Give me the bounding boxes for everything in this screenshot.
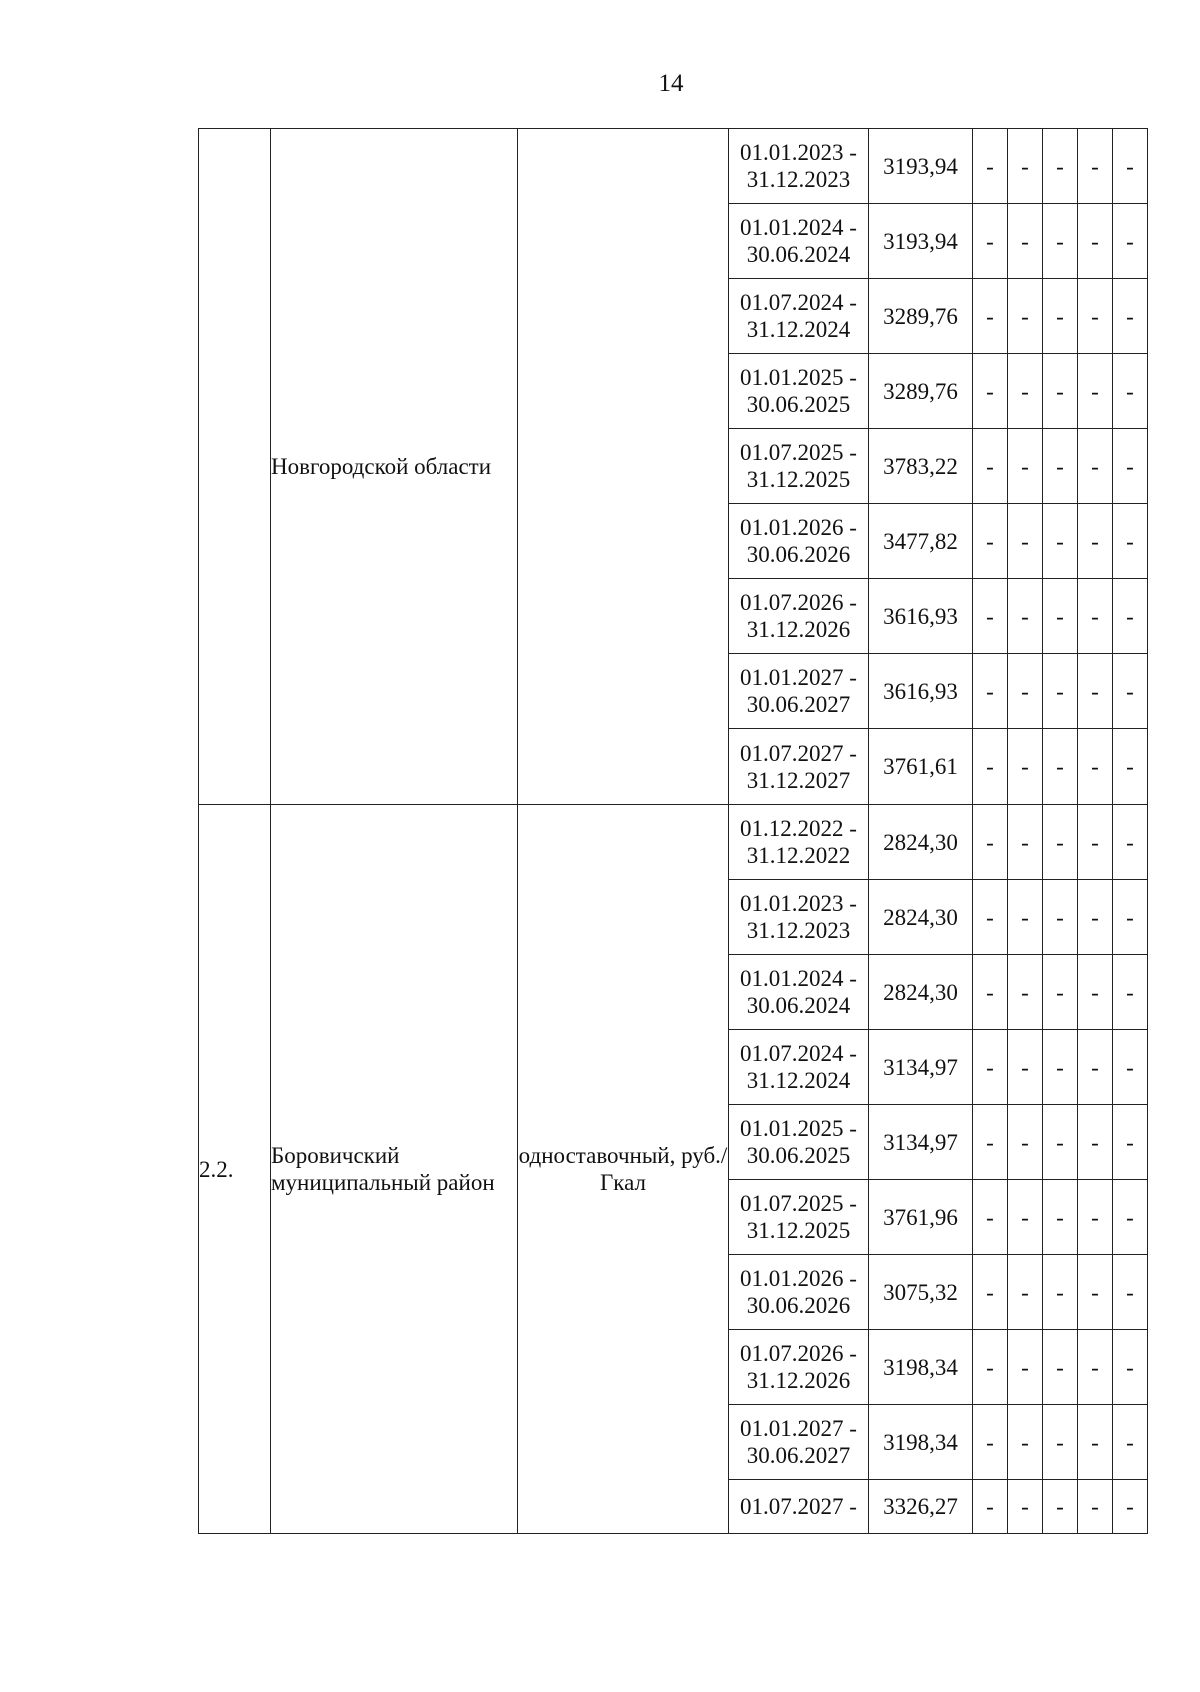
- empty-value-cell: -: [1043, 654, 1078, 729]
- empty-value-cell: -: [1043, 805, 1078, 880]
- period-cell: [729, 805, 869, 880]
- period-start: 01.07.2025 -: [740, 1191, 857, 1216]
- empty-value-cell: -: [1078, 1405, 1113, 1480]
- period-end: 31.12.2026: [746, 1368, 851, 1393]
- empty-value-cell: -: [1043, 1330, 1078, 1405]
- empty-value-cell: -: [1043, 729, 1078, 805]
- empty-value-cell: -: [1078, 955, 1113, 1030]
- period-start: 01.07.2024 -: [740, 290, 857, 315]
- period-cell: [729, 729, 869, 805]
- tariff-value: 3326,27: [869, 1480, 973, 1534]
- period-cell: [729, 654, 869, 729]
- tariff-value: 3198,34: [869, 1330, 973, 1405]
- empty-value-cell: -: [973, 1105, 1008, 1180]
- empty-value-cell: -: [1008, 1105, 1043, 1180]
- section-name: Новгородской области: [271, 129, 518, 805]
- empty-value-cell: -: [1008, 654, 1043, 729]
- period-start: 01.07.2026 -: [740, 590, 857, 615]
- empty-value-cell: -: [1008, 354, 1043, 429]
- empty-value-cell: -: [1043, 1480, 1078, 1534]
- empty-value-cell: -: [1008, 204, 1043, 279]
- empty-value-cell: -: [973, 504, 1008, 579]
- empty-value-cell: -: [973, 1330, 1008, 1405]
- empty-value-cell: -: [1008, 729, 1043, 805]
- tariff-value: 3134,97: [869, 1030, 973, 1105]
- period-cell: [729, 1405, 869, 1480]
- period-cell: [729, 579, 869, 654]
- tariff-value: 3198,34: [869, 1405, 973, 1480]
- period-start: 01.07.2027 -: [740, 740, 857, 766]
- tariff-value: 3783,22: [869, 429, 973, 504]
- period-start: 01.01.2024 -: [740, 215, 857, 240]
- empty-value-cell: -: [1113, 805, 1148, 880]
- empty-value-cell: -: [1078, 729, 1113, 805]
- empty-value-cell: -: [1113, 129, 1148, 204]
- empty-value-cell: -: [1008, 1330, 1043, 1405]
- empty-value-cell: -: [1078, 354, 1113, 429]
- period-end: 30.06.2026: [746, 1293, 851, 1318]
- period-end: 31.12.2027: [746, 767, 851, 793]
- tariff-value: 3477,82: [869, 504, 973, 579]
- section-number: 2.2.: [199, 805, 271, 1534]
- empty-value-cell: -: [1008, 1480, 1043, 1534]
- tariff-value: 3289,76: [869, 279, 973, 354]
- tariff-value: 3193,94: [869, 129, 973, 204]
- empty-value-cell: -: [1078, 805, 1113, 880]
- tariff-value: 3616,93: [869, 579, 973, 654]
- empty-value-cell: -: [1113, 654, 1148, 729]
- period-start: 01.01.2024 -: [740, 966, 857, 991]
- empty-value-cell: -: [1008, 805, 1043, 880]
- period-end: 31.12.2025: [746, 467, 851, 492]
- empty-value-cell: -: [1008, 579, 1043, 654]
- tariff-value: 3761,96: [869, 1180, 973, 1255]
- period-start: 01.01.2027 -: [740, 665, 857, 690]
- empty-value-cell: -: [973, 805, 1008, 880]
- period-start: 01.07.2025 -: [740, 440, 857, 465]
- tariff-value: 2824,30: [869, 880, 973, 955]
- empty-value-cell: -: [1008, 1180, 1043, 1255]
- empty-value-cell: -: [1043, 880, 1078, 955]
- empty-value-cell: -: [1113, 579, 1148, 654]
- period-end: 30.06.2027: [746, 692, 851, 717]
- period-cell: [729, 1030, 869, 1105]
- section-name: Боровичский муниципальный район: [271, 805, 518, 1534]
- period-end: 31.12.2024: [746, 1068, 851, 1093]
- empty-value-cell: -: [1078, 204, 1113, 279]
- period-end: 30.06.2024: [746, 993, 851, 1018]
- empty-value-cell: -: [1078, 654, 1113, 729]
- empty-value-cell: -: [973, 1480, 1008, 1534]
- period-start: 01.12.2022 -: [740, 816, 857, 841]
- period-end: 31.12.2026: [746, 617, 851, 642]
- empty-value-cell: -: [1043, 1105, 1078, 1180]
- period-cell: [729, 429, 869, 504]
- empty-value-cell: -: [1043, 1180, 1078, 1255]
- empty-value-cell: -: [1043, 504, 1078, 579]
- empty-value-cell: -: [1078, 504, 1113, 579]
- empty-value-cell: -: [1078, 1330, 1113, 1405]
- empty-value-cell: -: [973, 279, 1008, 354]
- empty-value-cell: -: [1043, 354, 1078, 429]
- empty-value-cell: -: [1043, 429, 1078, 504]
- tariff-value: 3193,94: [869, 204, 973, 279]
- tariff-value: 2824,30: [869, 805, 973, 880]
- empty-value-cell: -: [1078, 1480, 1113, 1534]
- empty-value-cell: -: [1078, 1255, 1113, 1330]
- empty-value-cell: -: [1113, 1330, 1148, 1405]
- empty-value-cell: -: [1113, 279, 1148, 354]
- period-cell: [729, 1180, 869, 1255]
- empty-value-cell: -: [1008, 504, 1043, 579]
- period-start: 01.07.2026 -: [740, 1341, 857, 1366]
- empty-value-cell: -: [1008, 1255, 1043, 1330]
- tariff-value: 2824,30: [869, 955, 973, 1030]
- empty-value-cell: -: [1078, 1105, 1113, 1180]
- empty-value-cell: -: [1113, 1255, 1148, 1330]
- empty-value-cell: -: [1078, 279, 1113, 354]
- period-start: 01.01.2025 -: [740, 1116, 857, 1141]
- period-cell: [729, 354, 869, 429]
- period-start: 01.01.2026 -: [740, 1266, 857, 1291]
- tariff-unit: одноставочный, руб./Гкал: [518, 805, 729, 1534]
- empty-value-cell: -: [973, 880, 1008, 955]
- period-cell: [729, 504, 869, 579]
- tariff-value: 3289,76: [869, 354, 973, 429]
- tariff-value: 3761,61: [869, 729, 973, 805]
- period-end: 31.12.2022: [746, 843, 851, 868]
- empty-value-cell: -: [1113, 1180, 1148, 1255]
- page-number: 14: [658, 70, 684, 97]
- empty-value-cell: -: [1113, 1030, 1148, 1105]
- period-end: 30.06.2024: [746, 242, 851, 267]
- empty-value-cell: -: [1008, 955, 1043, 1030]
- empty-value-cell: -: [1043, 1030, 1078, 1105]
- empty-value-cell: -: [1113, 354, 1148, 429]
- empty-value-cell: -: [1078, 1180, 1113, 1255]
- period-start: 01.01.2026 -: [740, 515, 857, 540]
- section-number: [199, 129, 271, 805]
- empty-value-cell: -: [1113, 729, 1148, 805]
- period-cell: [729, 279, 869, 354]
- empty-value-cell: -: [1113, 1480, 1148, 1534]
- period-cell: [729, 955, 869, 1030]
- empty-value-cell: -: [973, 1180, 1008, 1255]
- empty-value-cell: -: [973, 654, 1008, 729]
- empty-value-cell: -: [973, 729, 1008, 805]
- period-start: 01.07.2024 -: [740, 1041, 857, 1066]
- table-row: [199, 805, 1148, 880]
- period-start: 01.07.2027 -: [740, 1494, 857, 1519]
- empty-value-cell: -: [973, 129, 1008, 204]
- empty-value-cell: -: [973, 1030, 1008, 1105]
- empty-value-cell: -: [1043, 129, 1078, 204]
- empty-value-cell: -: [1008, 1405, 1043, 1480]
- empty-value-cell: -: [973, 579, 1008, 654]
- period-cell: [729, 1105, 869, 1180]
- empty-value-cell: -: [1008, 279, 1043, 354]
- period-cell: [729, 880, 869, 955]
- period-end: 31.12.2024: [746, 317, 851, 342]
- empty-value-cell: -: [1043, 955, 1078, 1030]
- period-end: 30.06.2025: [746, 1143, 851, 1168]
- empty-value-cell: -: [973, 1255, 1008, 1330]
- period-cell: [729, 129, 869, 204]
- empty-value-cell: -: [1078, 429, 1113, 504]
- period-end: 31.12.2023: [746, 167, 851, 192]
- tariff-value: 3075,32: [869, 1255, 973, 1330]
- period-cell: [729, 1480, 869, 1534]
- period-start: 01.01.2023 -: [740, 140, 857, 165]
- empty-value-cell: -: [973, 955, 1008, 1030]
- period-end: 31.12.2025: [746, 1218, 851, 1243]
- table-row: [199, 129, 1148, 204]
- period-cell: [729, 1330, 869, 1405]
- empty-value-cell: -: [1043, 579, 1078, 654]
- period-end: 30.06.2026: [746, 542, 851, 567]
- tariff-unit: [518, 129, 729, 805]
- period-start: 01.01.2023 -: [740, 891, 857, 916]
- period-end: 31.12.2023: [746, 918, 851, 943]
- empty-value-cell: -: [1078, 880, 1113, 955]
- empty-value-cell: -: [1043, 1255, 1078, 1330]
- period-start: 01.01.2025 -: [740, 365, 857, 390]
- empty-value-cell: -: [1008, 429, 1043, 504]
- empty-value-cell: -: [1043, 204, 1078, 279]
- empty-value-cell: -: [1078, 579, 1113, 654]
- empty-value-cell: -: [1008, 880, 1043, 955]
- empty-value-cell: -: [1113, 880, 1148, 955]
- empty-value-cell: -: [1043, 279, 1078, 354]
- empty-value-cell: -: [1008, 129, 1043, 204]
- empty-value-cell: -: [1113, 1105, 1148, 1180]
- empty-value-cell: -: [1008, 1030, 1043, 1105]
- period-cell: [729, 204, 869, 279]
- empty-value-cell: -: [1113, 955, 1148, 1030]
- empty-value-cell: -: [973, 1405, 1008, 1480]
- empty-value-cell: -: [973, 354, 1008, 429]
- tariff-value: 3616,93: [869, 654, 973, 729]
- empty-value-cell: -: [1113, 429, 1148, 504]
- empty-value-cell: -: [1078, 1030, 1113, 1105]
- empty-value-cell: -: [973, 429, 1008, 504]
- period-cell: [729, 1255, 869, 1330]
- empty-value-cell: -: [1113, 204, 1148, 279]
- tariff-value: 3134,97: [869, 1105, 973, 1180]
- period-end: 30.06.2025: [746, 392, 851, 417]
- empty-value-cell: -: [973, 204, 1008, 279]
- empty-value-cell: -: [1043, 1405, 1078, 1480]
- period-start: 01.01.2027 -: [740, 1416, 857, 1441]
- period-end: 30.06.2027: [746, 1443, 851, 1468]
- tariff-table: [198, 128, 1148, 1534]
- empty-value-cell: -: [1113, 504, 1148, 579]
- empty-value-cell: -: [1078, 129, 1113, 204]
- empty-value-cell: -: [1113, 1405, 1148, 1480]
